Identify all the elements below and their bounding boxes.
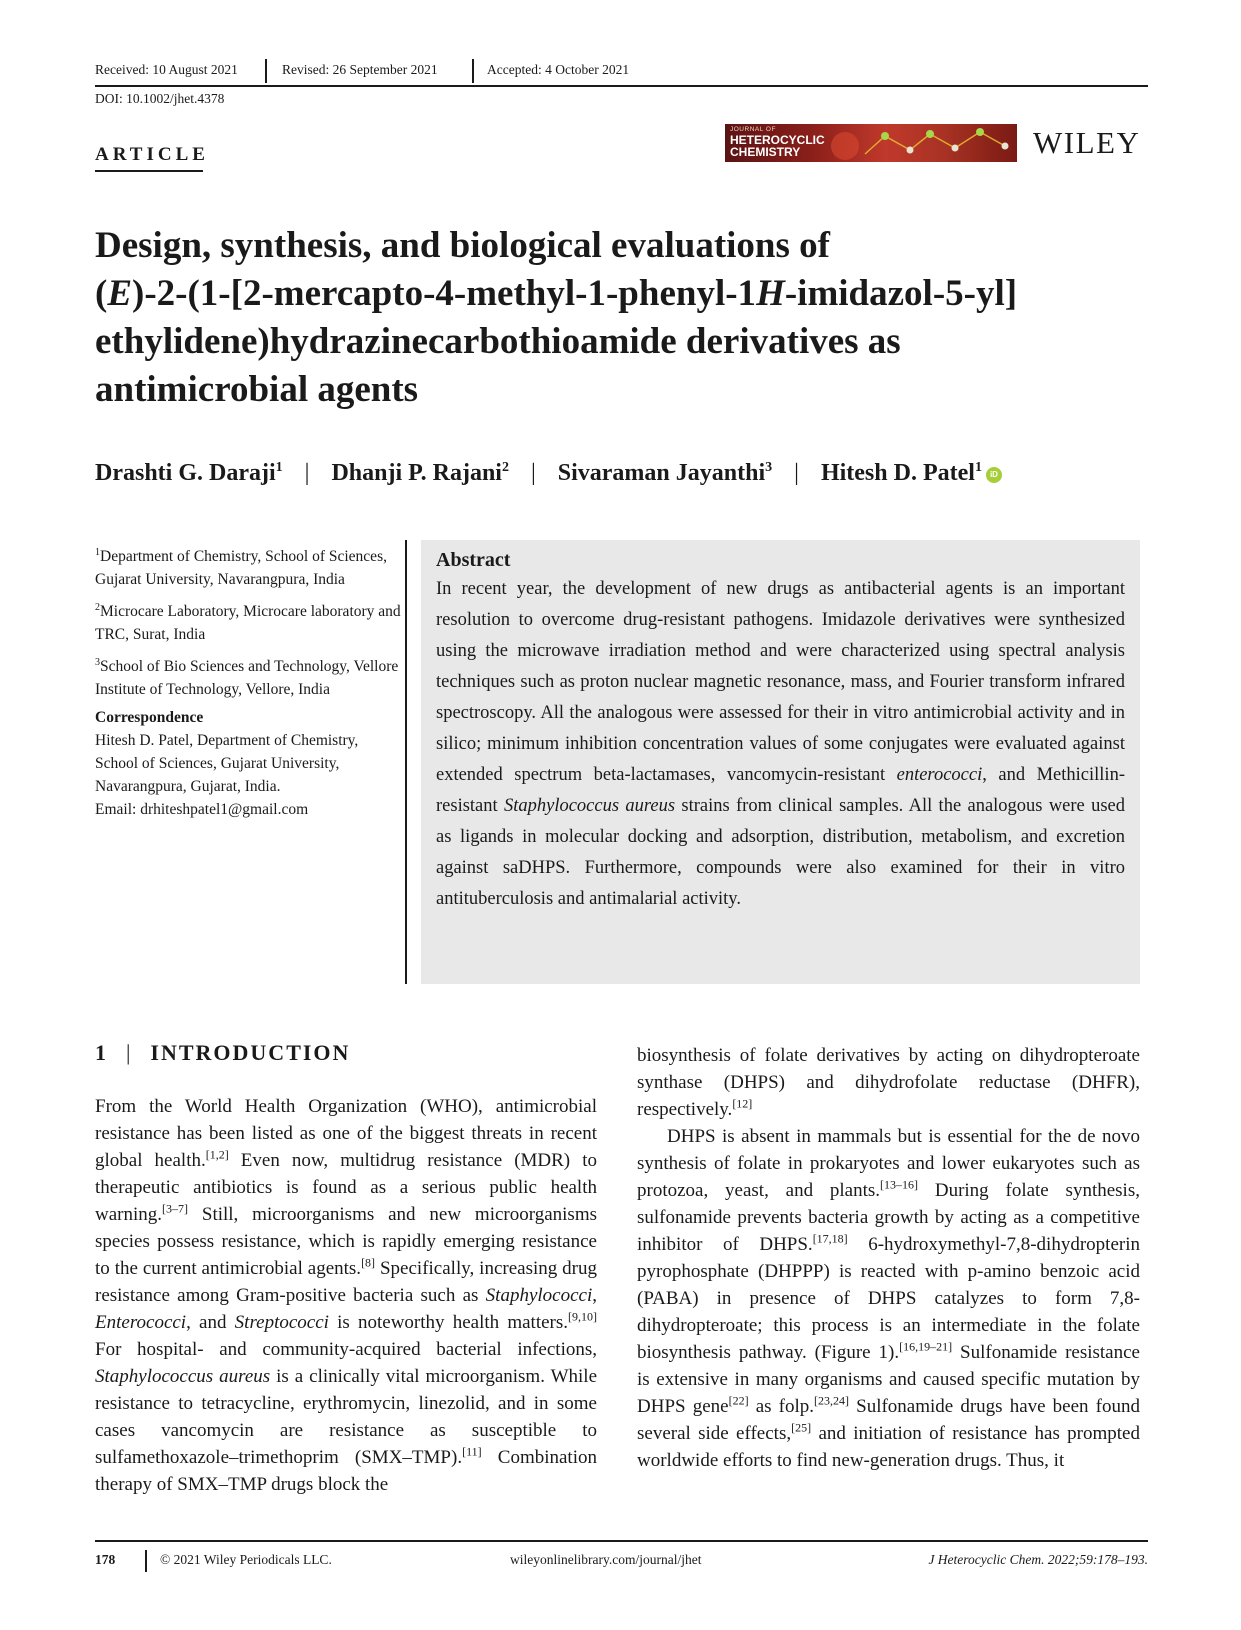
title-segment: )-2-(1-[2-mercapto-4-methyl-1-phenyl-1 [132,273,757,314]
body-paragraph [637,1123,1140,1474]
body-paragraph [95,1093,597,1498]
abstract-segment: , and Methicillin-resistant [436,765,1125,816]
correspondence-email[interactable]: Email: drhiteshpatel1@gmail.com [95,801,309,819]
title-segment: -imidazol-5-yl] [784,273,1018,314]
affiliation-text: Department of Chemistry, School of Sciences, Gujarat University, Navarangpura, India [95,548,387,589]
abstract-segment: strains from clinical samples. All the analogous were used as ligands in molecular docking and adsorption, distribution, metabolism, and excretion against saDHPS. Furthermore, compounds were also examined for their in vitro antituberculosis and antimalarial activity. [436,796,1125,909]
body-text: From the World Health Organization (WHO), antimicrobial resistance has been listed as one of the biggest threats in recent global health. [95,1096,597,1171]
correspondence-line: Hitesh D. Patel, Department of Chemistry, [95,732,359,750]
history-divider [472,59,474,83]
author-name[interactable]: Dhanji P. Rajani [331,460,502,486]
body-text: is noteworthy health matters. [328,1312,569,1333]
title-open-paren: ( [95,273,108,314]
affiliation-number: 1 [95,547,100,558]
abstract-segment: In recent year, the development of new drugs as antibacterial agents is an important resolution to overcome drug-resistant pathogens. Imidazole derivatives were synthesized using the microwave irradiation method and were characterized using spectral analysis techniques such as proton nuclear magnetic resonance, mass, and Fourier transform infrared spectroscopy. All the analogous were assessed for their in vitro antimicrobial activity and in silico; minimum inhibition concentration values of some conjugates were evaluated against extended spectrum beta-lactamases, vancomycin-resistant [436,579,1125,785]
journal-url[interactable]: wileyonlinelibrary.com/journal/jhet [510,1552,702,1567]
author-name[interactable]: Drashti G. Daraji [95,460,276,486]
column-divider [405,540,407,984]
citation-ref[interactable]: [16,19–21] [899,1339,953,1354]
body-text: and initiation of resistance has prompted worldwide efforts to find new-generation drugs. Thus, it [637,1423,1140,1471]
body-text: For hospital- and community-acquired bacterial infections, [95,1339,597,1360]
body-text: Sulfonamide resistance is extensive in many organisms and caused specific mutation by DHPS gene [637,1342,1140,1417]
title-line: antimicrobial agents [95,369,419,410]
correspondence [95,706,405,821]
section-title: INTRODUCTION [150,1040,351,1065]
article-type-label: ARTICLE [95,144,209,165]
history-divider [265,59,267,83]
citation-ref[interactable]: [11] [462,1444,482,1459]
body-text: DHPS is absent in mammals but is essential for the de novo synthesis of folate in prokaryotes and lower eukaryotes such as protozoa, yeast, and plants. [637,1126,1140,1201]
citation-ref[interactable]: [22] [728,1393,749,1408]
intro-left-column [95,1093,597,1498]
page-number: 178 [95,1552,116,1567]
affiliation-text: Microcare Laboratory, Microcare laboratory and TRC, Surat, India [95,603,401,644]
affiliation-text: School of Bio Sciences and Technology, Vellore Institute of Technology, Vellore, India [95,658,399,699]
body-text: Sulfonamide drugs have been found several side effects, [637,1396,1140,1444]
body-text: 6-hydroxymethyl-7,8-dihydropterin pyrophosphate (DHPPP) is reacted with p-amino benzoic acid (PABA) in presence of DHPS catalyzes to form 7,8-dihydropteroate; this process is an intermediate in the folate biosynthesis pathway. (Figure 1). [637,1234,1140,1363]
abstract-heading: Abstract [436,549,511,571]
section-heading [95,1040,350,1066]
doi-link[interactable]: DOI: 10.1002/jhet.4378 [95,91,225,106]
correspondence-heading: Correspondence [95,709,204,727]
copyright: © 2021 Wiley Periodicals LLC. [160,1552,332,1567]
body-text: Specifically, increasing drug resistance among Gram-positive bacteria such as [95,1258,597,1306]
orcid-icon[interactable]: iD [986,467,1002,483]
author-affiliation-mark: 3 [765,460,773,475]
citation-ref[interactable]: [1,2] [205,1147,229,1162]
author-separator: | [530,460,536,486]
species-name: Staphylococci [485,1285,593,1306]
body-text: , [592,1285,597,1306]
abstract-text [436,574,1125,915]
author-list [95,460,1002,487]
body-paragraph [637,1042,1140,1123]
affiliation [95,596,405,646]
citation-ref[interactable]: [3–7] [162,1201,189,1216]
abstract-box [421,540,1140,984]
citation-ref[interactable]: [13–16] [880,1177,919,1192]
author-affiliation-mark: 2 [501,460,509,475]
article-label-underline [95,170,203,172]
affiliation-number: 2 [95,602,100,614]
body-text: Still, microorganisms and new microorganisms species possess resistance, which is rapidly emerging resistance to the current antimicrobial agents. [95,1204,597,1279]
abstract-italic: Staphylococcus aureus [503,796,676,816]
header-rule [95,85,1148,87]
accepted-date: Accepted: 4 October 2021 [487,62,630,77]
affiliation-number: 3 [95,657,100,669]
affiliation [95,541,405,591]
footer-divider [145,1550,147,1572]
journal-name-line1: HETEROCYCLIC [730,133,825,147]
author-affiliation-mark: 1 [974,460,982,475]
citation-ref[interactable]: [23,24] [814,1393,850,1408]
body-text: biosynthesis of folate derivatives by acting on dihydropteroate synthase (DHPS) and dihydrofolate reductase (DHFR), respectively. [637,1045,1140,1120]
author-separator: | [304,460,310,486]
body-text: Combination therapy of SMX–TMP drugs block the [95,1447,597,1495]
title-italic-h: H [756,273,785,314]
author-separator: | [794,460,799,486]
body-text: , and [186,1312,235,1333]
body-text: Even now, multidrug resistance (MDR) to therapeutic antibiotics is found as a serious public health warning. [95,1150,597,1225]
abstract-italic: enterococci [896,765,983,785]
article-title [95,222,1155,414]
journal-small-label: JOURNAL OF [730,126,776,133]
citation-ref[interactable]: [17,18] [812,1231,848,1246]
title-line: Design, synthesis, and biological evaluations of [95,225,830,266]
journal-name-line2: CHEMISTRY [730,145,801,159]
received-date: Received: 10 August 2021 [95,62,238,77]
citation-ref[interactable]: [12] [732,1096,753,1111]
title-line: ethylidene)hydrazinecarbothioamide derivatives as [95,321,901,362]
title-line [95,270,1155,318]
species-name: Staphylococcus aureus [95,1366,271,1387]
page-footer [95,1552,1148,1572]
author-name[interactable]: Hitesh D. Patel [820,460,975,486]
section-separator: | [126,1040,133,1065]
affiliations [95,541,405,821]
body-text: During folate synthesis, sulfonamide prevents bacteria growth by acting as a competitive inhibitor of DHPS. [637,1180,1140,1255]
citation-ref[interactable]: [25] [791,1420,812,1435]
footer-rule [95,1540,1148,1542]
intro-right-column [637,1042,1140,1474]
author-name[interactable]: Sivaraman Jayanthi [557,460,766,486]
author-affiliation-mark: 1 [275,460,283,475]
journal-logo[interactable] [725,124,1017,162]
publisher-logo[interactable]: WILEY [1033,125,1141,160]
citation: J Heterocyclic Chem. 2022;59:178–193. [928,1552,1148,1567]
correspondence-line: Navarangpura, Gujarat, India. [95,778,281,796]
revised-date: Revised: 26 September 2021 [282,62,438,77]
citation-ref[interactable]: [8] [361,1255,376,1270]
species-name: Enterococci [95,1312,187,1333]
correspondence-line: School of Sciences, Gujarat University, [95,755,340,773]
body-text: is a clinically vital microorganism. While resistance to tetracycline, erythromycin, linezolid, and in some cases vancomycin are resistance as susceptible to sulfamethoxazole–trimethoprim (SMX–TMP). [95,1366,598,1468]
article-history [95,62,1145,86]
species-name: Streptococci [234,1312,329,1333]
section-number: 1 [95,1040,108,1065]
body-text: as folp. [748,1396,815,1417]
title-italic-e: E [107,273,133,314]
affiliation [95,651,405,701]
citation-ref[interactable]: [9,10] [568,1309,598,1324]
